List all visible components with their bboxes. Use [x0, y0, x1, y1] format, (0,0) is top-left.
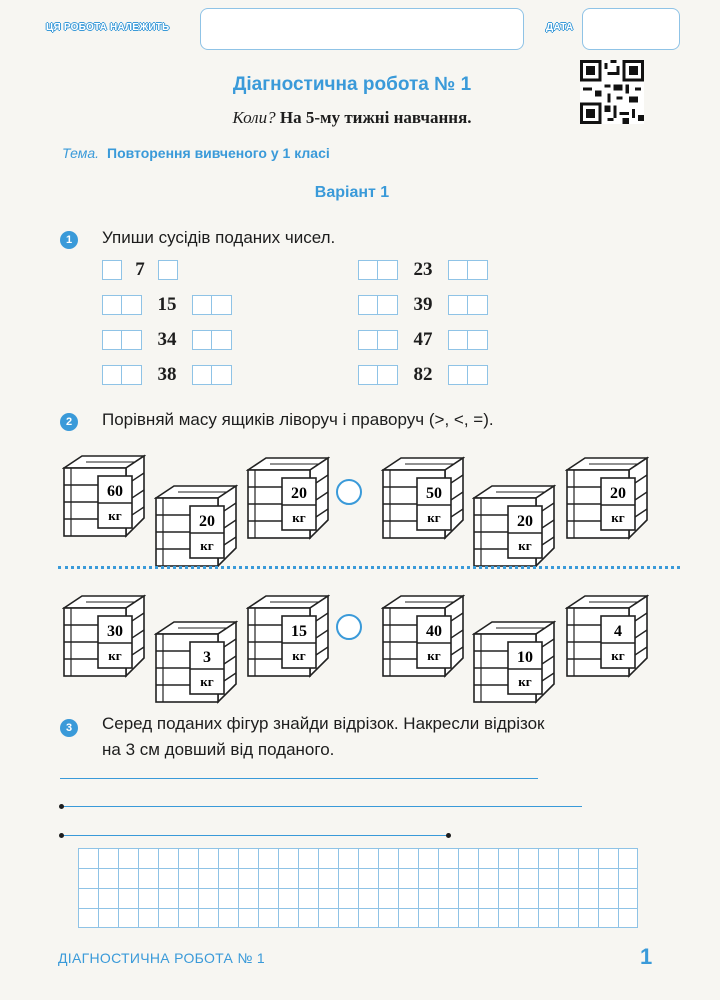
- weight-box: [381, 594, 465, 678]
- weight-value: 30: [107, 623, 123, 640]
- crate-icon: [62, 454, 146, 538]
- neighbour-row: [102, 329, 232, 351]
- given-number: 47: [413, 329, 433, 350]
- answer-cell[interactable]: [468, 295, 488, 315]
- answer-cell[interactable]: [468, 330, 488, 350]
- answer-cell[interactable]: [102, 295, 122, 315]
- figure-ray: [62, 806, 582, 807]
- crate-icon: [381, 594, 465, 678]
- date-label: ДАТА: [546, 22, 574, 33]
- segment-endpoint: [59, 833, 64, 838]
- task3-line2: на 3 см довший від поданого.: [102, 740, 335, 759]
- answer-cell[interactable]: [378, 365, 398, 385]
- weight-unit: кг: [518, 538, 532, 553]
- answer-cell[interactable]: [448, 260, 468, 280]
- weight-value: 40: [426, 623, 442, 640]
- crate-icon: [565, 594, 649, 678]
- weight-value: 4: [614, 623, 622, 640]
- neighbour-row: [358, 329, 488, 351]
- weight-unit: кг: [108, 508, 122, 523]
- task1-number-badge: 1: [60, 231, 78, 249]
- given-number: 82: [413, 364, 433, 385]
- weight-unit: кг: [518, 674, 532, 689]
- weight-box: [565, 594, 649, 678]
- weight-unit: кг: [200, 538, 214, 553]
- weight-box: [472, 484, 556, 568]
- crate-icon: [154, 620, 238, 704]
- page-number: 1: [640, 944, 653, 969]
- task2-number-badge: 2: [60, 413, 78, 431]
- crate-icon: [154, 484, 238, 568]
- crate-icon: [472, 620, 556, 704]
- crate-icon: [246, 456, 330, 540]
- answer-cell[interactable]: [448, 330, 468, 350]
- weight-value: 20: [199, 513, 215, 530]
- task2-text: Порівняй масу ящиків ліворуч і праворуч (>, <, =).: [102, 410, 494, 429]
- weight-unit: кг: [200, 674, 214, 689]
- weight-unit: кг: [611, 510, 625, 525]
- weight-box: [565, 456, 649, 540]
- answer-cell[interactable]: [192, 365, 212, 385]
- variant-heading: Варіант 1: [314, 184, 390, 201]
- weight-box: [246, 594, 330, 678]
- weight-value: 20: [610, 485, 626, 502]
- topic-label: Тема.: [62, 145, 99, 161]
- qr-code-icon[interactable]: [580, 60, 644, 124]
- comparison-circle[interactable]: [336, 479, 362, 505]
- weight-box: [381, 456, 465, 540]
- topic-text: Повторення вивченого у 1 класі: [107, 145, 330, 161]
- answer-cell[interactable]: [122, 330, 142, 350]
- weight-box: [62, 454, 146, 538]
- given-number: 23: [413, 259, 433, 280]
- answer-cell[interactable]: [358, 330, 378, 350]
- weight-box: [472, 620, 556, 704]
- task3-number-badge: 3: [60, 719, 78, 737]
- task1-text: Упиши сусідів поданих чисел.: [102, 228, 336, 247]
- drawing-grid[interactable]: [78, 848, 638, 928]
- given-number: 15: [157, 294, 177, 315]
- weight-value: 60: [107, 483, 123, 500]
- answer-cell[interactable]: [212, 295, 232, 315]
- owner-name-field[interactable]: [200, 8, 524, 50]
- weight-unit: кг: [292, 648, 306, 663]
- page-title: Діагностична робота № 1: [232, 74, 472, 95]
- answer-cell[interactable]: [122, 365, 142, 385]
- weight-box: [62, 594, 146, 678]
- weight-value: 10: [517, 649, 533, 666]
- weight-unit: кг: [611, 648, 625, 663]
- figure-line: [60, 778, 538, 779]
- answer-cell[interactable]: [192, 330, 212, 350]
- crate-icon: [381, 456, 465, 540]
- answer-cell[interactable]: [122, 295, 142, 315]
- crate-icon: [472, 484, 556, 568]
- weight-value: 15: [291, 623, 307, 640]
- neighbour-row: [358, 294, 488, 316]
- answer-cell[interactable]: [468, 260, 488, 280]
- date-field[interactable]: [582, 8, 680, 50]
- ray-endpoint: [59, 804, 64, 809]
- answer-cell[interactable]: [102, 330, 122, 350]
- answer-cell[interactable]: [212, 330, 232, 350]
- answer-cell[interactable]: [378, 260, 398, 280]
- weight-value: 50: [426, 485, 442, 502]
- owner-label: ЦЯ РОБОТА НАЛЕЖИТЬ: [46, 22, 170, 33]
- weight-unit: кг: [108, 648, 122, 663]
- given-number: 7: [135, 259, 145, 280]
- task3-line1: Серед поданих фігур знайди відрізок. Накресли відрізок: [102, 714, 545, 733]
- weight-box: [154, 620, 238, 704]
- answer-cell[interactable]: [468, 365, 488, 385]
- neighbour-row: [102, 259, 178, 281]
- neighbour-row: [102, 294, 232, 316]
- answer-cell[interactable]: [102, 260, 122, 280]
- given-number: 38: [157, 364, 177, 385]
- when-question: Коли?: [232, 108, 276, 127]
- neighbour-row: [358, 259, 488, 281]
- weight-unit: кг: [427, 510, 441, 525]
- answer-cell[interactable]: [378, 295, 398, 315]
- crate-icon: [246, 594, 330, 678]
- answer-cell[interactable]: [358, 365, 378, 385]
- weight-value: 20: [291, 485, 307, 502]
- answer-cell[interactable]: [158, 260, 178, 280]
- footer-title: ДІАГНОСТИЧНА РОБОТА № 1: [58, 950, 265, 966]
- crate-icon: [565, 456, 649, 540]
- answer-cell[interactable]: [358, 295, 378, 315]
- comparison-circle[interactable]: [336, 614, 362, 640]
- dotted-divider: [58, 566, 680, 569]
- answer-cell[interactable]: [448, 365, 468, 385]
- neighbour-row: [358, 364, 488, 386]
- answer-cell[interactable]: [358, 260, 378, 280]
- crate-icon: [62, 594, 146, 678]
- segment-endpoint: [446, 833, 451, 838]
- when-answer: На 5-му тижні навчання.: [279, 108, 472, 127]
- answer-cell[interactable]: [102, 365, 122, 385]
- answer-cell[interactable]: [212, 365, 232, 385]
- weight-value: 20: [517, 513, 533, 530]
- weight-value: 3: [203, 649, 211, 666]
- weight-unit: кг: [292, 510, 306, 525]
- answer-cell[interactable]: [192, 295, 212, 315]
- given-number: 39: [413, 294, 433, 315]
- topic-line: [62, 145, 330, 161]
- answer-cell[interactable]: [448, 295, 468, 315]
- weight-box: [246, 456, 330, 540]
- neighbour-row: [102, 364, 232, 386]
- weight-box: [154, 484, 238, 568]
- given-number: 34: [157, 329, 177, 350]
- figure-segment: [62, 835, 448, 836]
- weight-unit: кг: [427, 648, 441, 663]
- answer-cell[interactable]: [378, 330, 398, 350]
